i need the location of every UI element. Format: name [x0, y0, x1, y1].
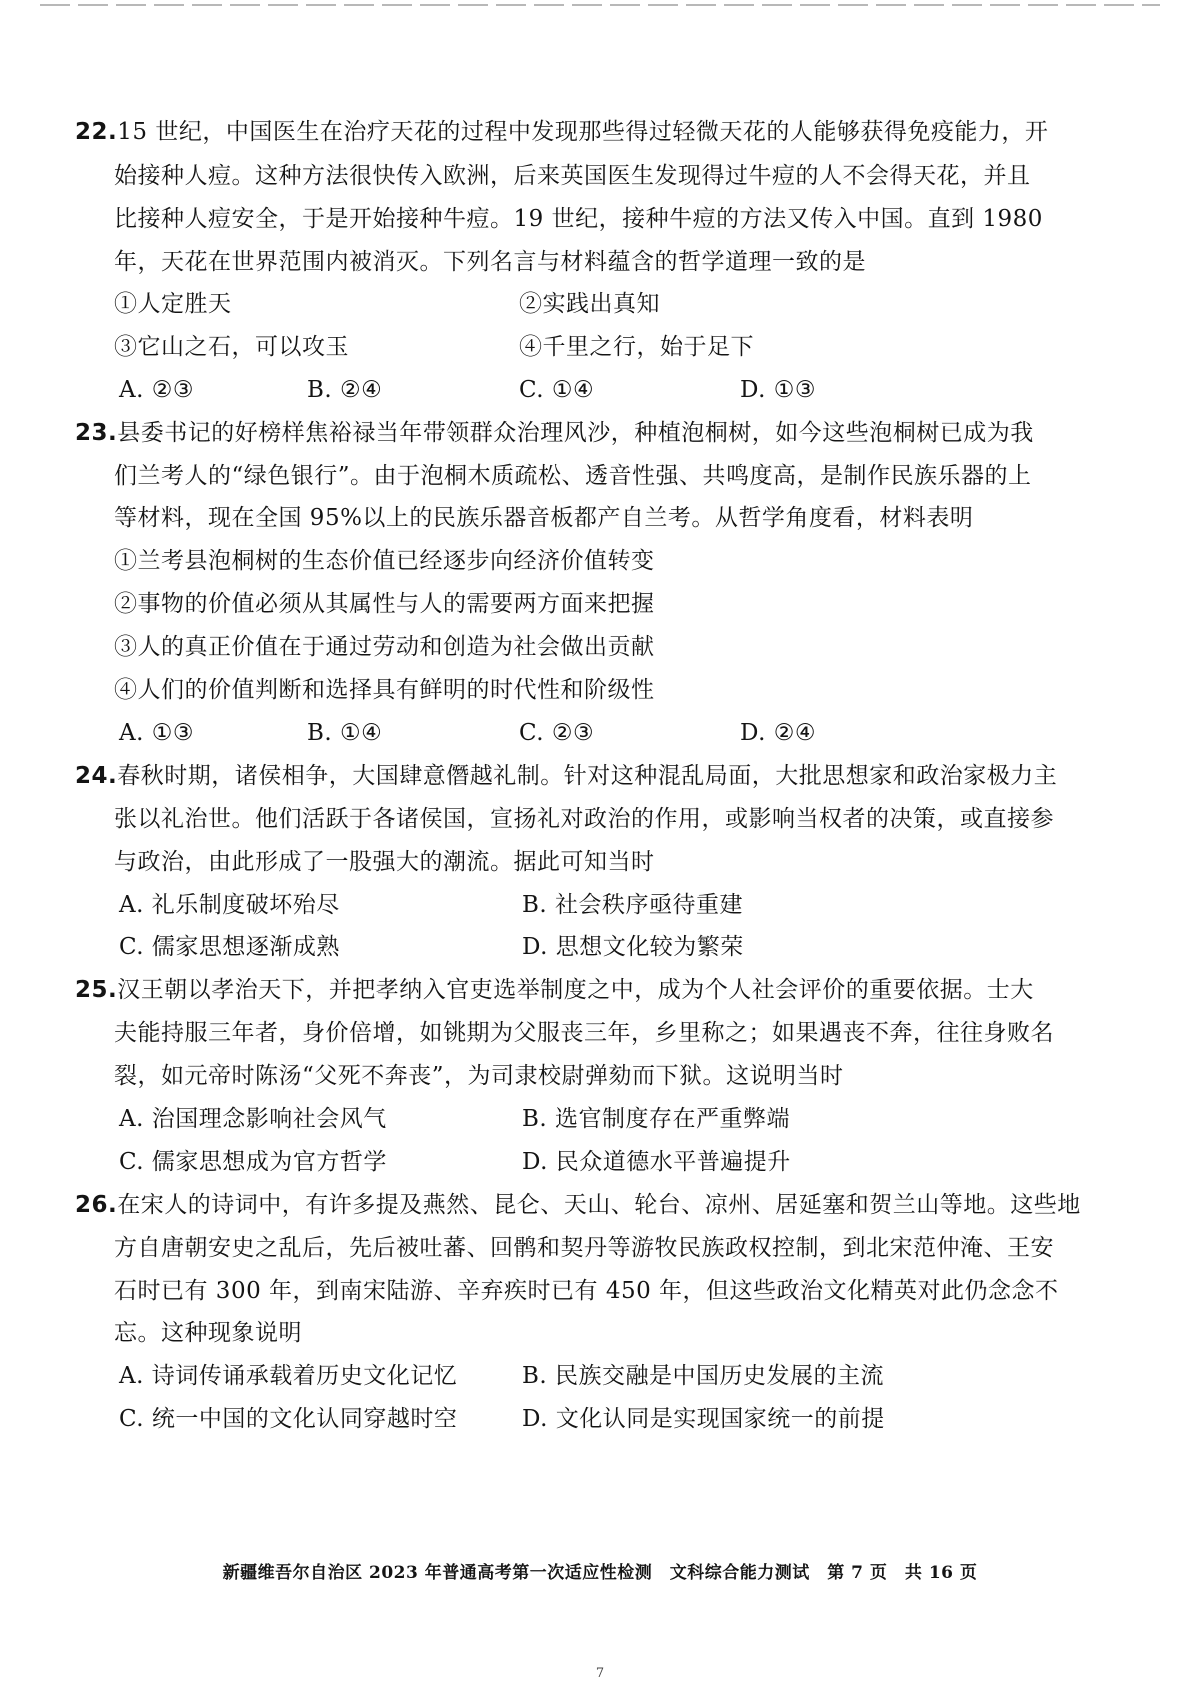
- question-text: 始接种人痘。这种方法很快传入欧洲，后来英国医生发现得过牛痘的人不会得天花，并且: [114, 163, 1031, 189]
- question-24-line-1: [75, 761, 1057, 791]
- answer-option-d: D. 思想文化较为繁荣: [522, 934, 744, 960]
- question-number: 23.: [75, 420, 118, 446]
- answer-option-d: D. 文化认同是实现国家统一的前提: [522, 1406, 885, 1432]
- question-text: 们兰考人的“绿色银行”。由于泡桐木质疏松、透音性强、共鸣度高，是制作民族乐器的上: [114, 463, 1032, 489]
- statement: ③人的真正价值在于通过劳动和创造为社会做出贡献: [114, 634, 655, 660]
- question-23-line-1: [75, 418, 1034, 448]
- question-text: 方自唐朝安史之乱后，先后被吐蕃、回鹘和契丹等游牧民族政权控制，到北宋范仲淹、王安: [114, 1235, 1054, 1261]
- answer-option-c: C. 统一中国的文化认同穿越时空: [119, 1406, 458, 1432]
- question-text: 15 世纪，中国医生在治疗天花的过程中发现那些得过轻微天花的人能够获得免疫能力，开: [117, 119, 1049, 145]
- question-text: 张以礼治世。他们活跃于各诸侯国，宣扬礼对政治的作用，或影响当权者的决策，或直接参: [114, 806, 1054, 832]
- question-22-line-1: [75, 117, 1048, 147]
- question-25-line-1: [75, 975, 1034, 1005]
- question-text: 忘。这种现象说明: [114, 1320, 302, 1346]
- question-text: 裂，如元帝时陈汤“父死不奔丧”，为司隶校尉弹劾而下狱。这说明当时: [114, 1063, 844, 1089]
- answer-option-b: B. ①④: [307, 720, 383, 746]
- question-text: 石时已有 300 年，到南宋陆游、辛弃疾时已有 450 年，但这些政治文化精英对此仍念念不: [114, 1278, 1059, 1304]
- question-text: 等材料，现在全国 95%以上的民族乐器音板都产自兰考。从哲学角度看，材料表明: [114, 505, 974, 531]
- question-number: 24.: [75, 763, 118, 789]
- statement: ③它山之石，可以攻玉: [114, 334, 349, 360]
- answer-option-b: B. 选官制度存在严重弊端: [522, 1106, 791, 1132]
- answer-option-c: C. 儒家思想逐渐成熟: [119, 934, 340, 960]
- statement: ②事物的价值必须从其属性与人的需要两方面来把握: [114, 591, 655, 617]
- statement: ①兰考县泡桐树的生态价值已经逐步向经济价值转变: [114, 548, 655, 574]
- question-text: 夫能持服三年者，身价倍增，如铫期为父服丧三年，乡里称之；如果遇丧不奔，往往身败名: [114, 1020, 1054, 1046]
- answer-option-a: A. ①③: [119, 720, 194, 746]
- statement: ②实践出真知: [519, 291, 660, 317]
- answer-option-a: A. 治国理念影响社会风气: [119, 1106, 387, 1132]
- answer-option-d: D. 民众道德水平普遍提升: [522, 1149, 791, 1175]
- question-text: 春秋时期，诸侯相争，大国肆意僭越礼制。针对这种混乱局面，大批思想家和政治家极力主: [117, 763, 1058, 789]
- question-number: 26.: [75, 1192, 118, 1218]
- statement: ①人定胜天: [114, 291, 232, 317]
- question-text: 汉王朝以孝治天下，并把孝纳入官吏选举制度之中，成为个人社会评价的重要依据。士大: [117, 977, 1034, 1003]
- question-text: 年，天花在世界范围内被消灭。下列名言与材料蕴含的哲学道理一致的是: [114, 249, 866, 275]
- answer-option-b: B. 社会秩序亟待重建: [522, 892, 744, 918]
- answer-option-b: B. ②④: [307, 377, 383, 403]
- answer-option-d: D. ①③: [740, 377, 816, 403]
- question-number: 25.: [75, 977, 118, 1003]
- question-text: 比接种人痘安全，于是开始接种牛痘。19 世纪，接种牛痘的方法又传入中国。直到 1980: [114, 206, 1043, 232]
- answer-option-d: D. ②④: [740, 720, 816, 746]
- page-footer: 新疆维吾尔自治区 2023 年普通高考第一次适应性检测 文科综合能力测试 第 7 页 共 16 页: [222, 1563, 978, 1583]
- answer-option-a: A. 诗词传诵承载着历史文化记忆: [119, 1363, 458, 1389]
- question-26-line-1: [75, 1190, 1081, 1220]
- page-number: 7: [595, 1666, 605, 1681]
- question-text: 在宋人的诗词中，有许多提及燕然、昆仑、天山、轮台、凉州、居延塞和贺兰山等地。这些地: [117, 1192, 1081, 1218]
- answer-option-b: B. 民族交融是中国历史发展的主流: [522, 1363, 885, 1389]
- statement: ④人们的价值判断和选择具有鲜明的时代性和阶级性: [114, 677, 655, 703]
- statement: ④千里之行，始于足下: [519, 334, 754, 360]
- question-text: 县委书记的好榜样焦裕禄当年带领群众治理风沙，种植泡桐树，如今这些泡桐树已成为我: [117, 420, 1034, 446]
- answer-option-c: C. ①④: [519, 377, 595, 403]
- answer-option-c: C. 儒家思想成为官方哲学: [119, 1149, 387, 1175]
- answer-option-a: A. 礼乐制度破坏殆尽: [119, 892, 340, 918]
- question-number: 22.: [75, 119, 118, 145]
- answer-option-c: C. ②③: [519, 720, 595, 746]
- question-text: 与政治，由此形成了一股强大的潮流。据此可知当时: [114, 849, 655, 875]
- answer-option-a: A. ②③: [119, 377, 194, 403]
